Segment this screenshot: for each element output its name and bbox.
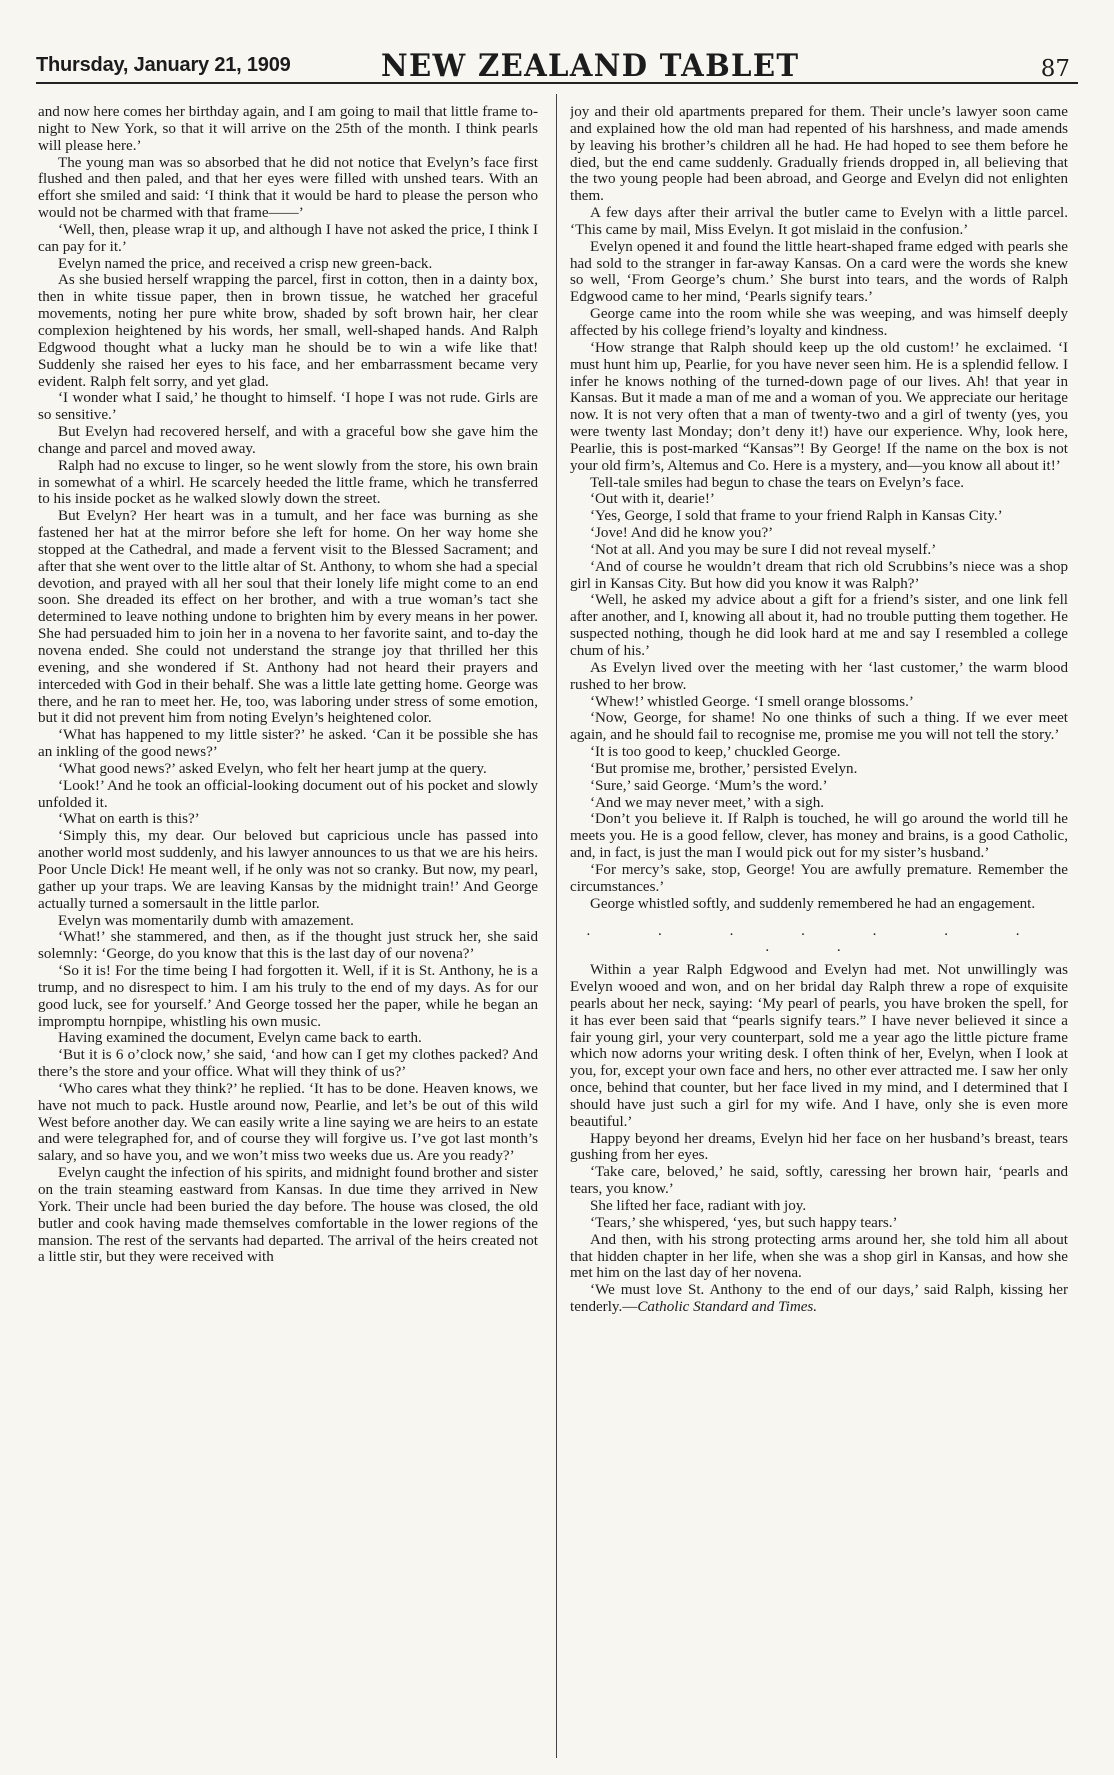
paragraph: ‘Whew!’ whistled George. ‘I smell orange blossoms.’: [590, 693, 914, 710]
paragraph: ‘Take care, beloved,’ he said, softly, caressing her brown hair, ‘pearls and tears, you know.’: [570, 1164, 1068, 1198]
paragraph: ‘But promise me, brother,’ persisted Evelyn.: [590, 760, 858, 777]
issue-date: Thursday, January 21, 1909: [36, 54, 291, 76]
left-column: [38, 104, 538, 1764]
paragraph: ‘Not at all. And you may be sure I did not reveal myself.’: [590, 541, 937, 558]
paragraph: ‘What!’ she stammered, and then, as if the thought just struck her, she said solemnly: ‘George, do you know that this is the last day of our novena?’: [38, 929, 538, 963]
paragraph: ‘For mercy’s sake, stop, George! You are awfully premature. Remember the circumstances.’: [570, 861, 1068, 895]
paragraph: ‘Look!’ And he took an official-looking document out of his pocket and slowly unfolded it.: [38, 777, 538, 811]
page-header: [36, 24, 1078, 84]
right-column-text-after-break: [570, 962, 1068, 1316]
paragraph: ‘Jove! And did he know you?’: [590, 525, 774, 542]
section-break: . . . . . . . . .: [586, 922, 1052, 956]
right-column: [570, 104, 1068, 1764]
paragraph: joy and their old apartments prepared for them. Their uncle’s lawyer soon came and explained how the old man had repented of his harshness, and made amends by leaving his brother’s children all he had. He had hoped to see them before he died, but the end came suddenly. Gradually friends dropped in, all believing that the two young people had been abroad, and George and Evelyn did not enlighten them.: [570, 104, 1068, 205]
paragraph: She lifted her face, radiant with joy.: [590, 1198, 807, 1214]
paragraph: And then, with his strong protecting arms around her, she told him all about that hidden chapter in her life, when she was a shop girl in Kansas, and how she met him on the last day of her novena.: [570, 1231, 1068, 1282]
paragraph: ‘And of course he wouldn’t dream that rich old Scrubbins’s niece was a shop girl in Kansas City. But how did you know it was Ralph?’: [570, 558, 1068, 592]
paragraph: ‘Who cares what they think?’ he replied. ‘It has to be done. Heaven knows, we have not much to pack. Hustle around now, Pearlie, and let’s be out of this wild West before another day. We can easily write a line saying we are heirs to an estate and were telegraphed for, and of course they will forgive us. I’ve got last month’s salary, and so have you, and we won’t miss two weeks due us. Are you ready?’: [38, 1080, 538, 1165]
paragraph: ‘Well, he asked my advice about a gift for a friend’s sister, and one link fell after another, and I, knowing all about it, had no trouble putting them together. He suspected nothing, though he did look hard at me and say I resembled a college chum of his.’: [570, 592, 1068, 659]
paragraph: ‘What on earth is this?’: [58, 811, 200, 828]
right-column-text-before-break: [570, 104, 1068, 913]
paragraph: and now here comes her birthday again, and I am going to mail that little frame to-night to New York, so that it will arrive on the 25th of the month. I think pearls will please here.’: [38, 104, 538, 154]
paragraph: ‘But it is 6 o’clock now,’ she said, ‘and how can I get my clothes packed? And there’s the store and your office. What will they think of us?’: [38, 1047, 538, 1081]
paragraph: A few days after their arrival the butler came to Evelyn with a little parcel. ‘This came by mail, Miss Evelyn. It got mislaid in the confusion.’: [570, 205, 1068, 238]
paragraph: ‘Now, George, for shame! No one thinks of such a thing. If we ever meet again, and he should fail to recognise me, promise me you will not tell the story.’: [570, 710, 1068, 744]
paragraph: ‘Yes, George, I sold that frame to your friend Ralph in Kansas City.’: [590, 508, 1003, 525]
paragraph: Evelyn caught the infection of his spirits, and midnight found brother and sister on the train steaming eastward from Kansas. In due time they arrived in New York. Their uncle had been buried the day before. The house was closed, the old butler and cook having made themselves comfortable in the lower regions of the mansion. The rest of the servants had departed. The arrival of the heirs created not a little stir, but they were received with: [38, 1165, 538, 1266]
paragraph: ‘We must love St. Anthony to the end of our days,’ said Ralph, kissing her tenderly.—Catholic Standard and Times.: [570, 1282, 1068, 1316]
paragraph: As she busied herself wrapping the parcel, first in cotton, then in a dainty box, then in white tissue paper, then in brown tissue, he watched her graceful movements, noting her pure white brow, shaded by soft brown hair, her clear complexion heightened by his words, her small, well-shaped hands. And Ralph Edgwood thought what a lucky man he should be to win a wife like that! Suddenly she raised her eyes to his face, and her embarrassment became very evident. Ralph felt sorry, and yet glad.: [38, 272, 538, 390]
paragraph: Happy beyond her dreams, Evelyn hid her face on her husband’s breast, tears gushing from her eyes.: [570, 1130, 1068, 1164]
column-divider: [556, 94, 557, 1758]
paragraph: ‘Tears,’ she whispered, ‘yes, but such happy tears.’: [590, 1214, 898, 1231]
paragraph: ‘It is too good to keep,’ chuckled George.: [590, 744, 841, 761]
paragraph: As Evelyn lived over the meeting with her ‘last customer,’ the warm blood rushed to her brow.: [570, 659, 1068, 693]
paragraph: ‘So it is! For the time being I had forgotten it. Well, if it is St. Anthony, he is a trump, and no disrespect to him. I am his truly to the end of my days. As for our good luck, see for yourself.’ And George tossed her the paper, while he began an impromptu hornpipe, whistling his own music.: [38, 963, 538, 1030]
paragraph: ‘And we may never meet,’ with a sigh.: [590, 794, 825, 811]
paragraph: ‘Sure,’ said George. ‘Mum’s the word.’: [590, 777, 828, 794]
paragraph: Having examined the document, Evelyn came back to earth.: [58, 1030, 422, 1047]
paragraph: ‘Don’t you believe it. If Ralph is touched, he will go around the world till he meets you. He is a good fellow, clever, has money and brains, is a good Catholic, and, in fact, is just the man I would pick out for my sister’s husband.’: [570, 811, 1068, 862]
paragraph: Ralph had no excuse to linger, so he went slowly from the store, his own brain in somewhat of a whirl. He scarcely heeded the little frame, which he transferred to his inside pocket as he walked slowly down the street.: [38, 457, 538, 508]
paragraph: The young man was so absorbed that he did not notice that Evelyn’s face first flushed and then paled, and that her eyes were filled with unshed tears. With an effort she smiled and said: ‘I think that it would be hard to please the person who would not be charmed with that frame——’: [38, 154, 538, 222]
masthead-title: NEW ZEALAND TABLET: [381, 48, 800, 84]
paragraph: ‘How strange that Ralph should keep up the old custom!’ he exclaimed. ‘I must hunt him up, Pearlie, for you have never seen him. He is a splendid fellow. I infer he knows nothing of the turned-down page of our lives. Ah! that year in Kansas. But it made a man of me and a woman of you. We appreciate our heritage now. It is not very often that a man of twenty-two and a girl of twenty (yes, you were twenty last Monday; don’t deny it!) have our experience. Why, look here, Pearlie, this is post-marked “Kansas”! By George! If the name on the box is not your old firm’s, Altemus and Co. Here is a mystery, and—you know all about it!’: [570, 339, 1068, 474]
paragraph: But Evelyn? Her heart was in a tumult, and her face was burning as she fastened her hat at the mirror before she left for home. On her way home she stopped at the Cathedral, and made a fervent visit to the Blessed Sacrament; and after that she went over to the little altar of St. Anthony, to whom she had a special devotion, and prayed with all her soul that their lonely life might come to an end soon. She dreaded its effect on her brother, and with a true woman’s tact she determined to leave nothing undone to brighten him by every means in her power. She had persuaded him to join her in a novena to her favorite saint, and to-day the novena ended. She could not understand the strange joy that thrilled her this evening, and she wondered if St. Anthony had not heard their prayers and interceded with God in their behalf. She was a little late getting home. George was there, and he ran to meet her. He, too, was laboring under stress of some emotion, but it did not prevent him from noting Evelyn’s heightened color.: [38, 508, 538, 727]
paragraph: George came into the room while she was weeping, and was himself deeply affected by his college friend’s loyalty and kindness.: [570, 306, 1068, 339]
paragraph: Tell-tale smiles had begun to chase the tears on Evelyn’s face.: [590, 474, 965, 491]
paragraph: But Evelyn had recovered herself, and with a graceful bow she gave him the change and parcel and moved away.: [38, 424, 538, 457]
page-number: 87: [1040, 56, 1070, 82]
paragraph: ‘What good news?’ asked Evelyn, who felt her heart jump at the query.: [58, 760, 487, 777]
paragraph: ‘Well, then, please wrap it up, and although I have not asked the price, I think I can pay for it.’: [38, 221, 538, 255]
source-credit: Catholic Standard and Times.: [637, 1299, 818, 1316]
paragraph: Evelyn named the price, and received a crisp new green-back.: [58, 255, 433, 272]
paragraph: Evelyn opened it and found the little heart-shaped frame edged with pearls she had sold to the stranger in far-away Kansas. On a card were the words she knew so well, ‘From George’s chum.’ She burst into tears, and the words of Ralph Edgwood came to her mind, ‘Pearls signify tears.’: [570, 238, 1068, 306]
paragraph: Within a year Ralph Edgwood and Evelyn had met. Not unwillingly was Evelyn wooed and won, and on her bridal day Ralph threw a rope of exquisite pearls about her neck, saying: ‘My pearl of pearls, you have broken the spell, for it has ever been said that “pearls signify tears.” I have never believed it since a fair young girl, your very counterpart, sold me a year ago the little picture frame which now adorns your writing desk. I often think of her, Evelyn, when I look at you, for, except your own face and hers, no other ever attracted me. I saw her only once, behind that counter, but her face lived in my mind, and I determined that I should have just such a girl for my wife. And I have, only she is even more beautiful.’: [570, 962, 1068, 1130]
paragraph: ‘I wonder what I said,’ he thought to himself. ‘I hope I was not rude. Girls are so sensitive.’: [38, 390, 538, 424]
paragraph: ‘What has happened to my little sister?’ he asked. ‘Can it be possible she has an inkling of the good news?’: [38, 727, 538, 761]
paragraph: ‘Out with it, dearie!’: [590, 491, 715, 508]
paragraph: Evelyn was momentarily dumb with amazement.: [58, 912, 354, 929]
paragraph: George whistled softly, and suddenly remembered he had an engagement.: [590, 895, 1036, 912]
paragraph: ‘Simply this, my dear. Our beloved but capricious uncle has passed into another world most suddenly, and his lawyer announces to us that we are his heirs. Poor Uncle Dick! He meant well, if he only was not so cranky. But now, my pearl, gather up your traps. We are leaving Kansas by the midnight train!’ And George actually turned a somersault in the little parlor.: [38, 828, 538, 912]
